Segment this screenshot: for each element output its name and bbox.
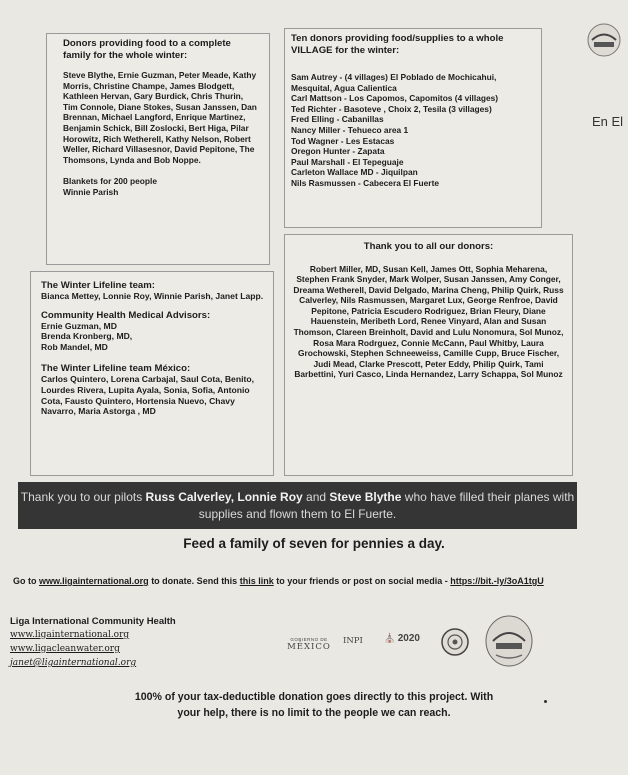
org-link-cleanwater[interactable]: www.ligacleanwater.org — [10, 644, 120, 654]
banner-text: Thank you to our pilots — [20, 490, 146, 504]
headline: Feed a family of seven for pennies a day. — [183, 536, 445, 551]
pilots-banner — [18, 482, 577, 529]
villages-box-title: Ten donors providing food/supplies to a whole VILLAGE for the winter: — [291, 33, 504, 56]
logo-text: MÉXICO — [287, 642, 331, 652]
donors-list: Steve Blythe, Ernie Guzman, Peter Meade, Kathy Morris, Christine Champe, James Blodgett, Kathleen Hervan, Gary Burdick, Chris Thurin, Tim Connole, Diane Stokes, Susan Janssen, Dan Brennan, Michael Langford, Enrique Martinez, Benjamin Schick, Bill Zoslocki, Bert Higa, Pilar Horowitz, Rich Wetherell, Kathy Nelson, Robert Weller, Richard Villasesnor, David Pepitone, The Thomsons, Lynda and Bob Noppe. — [63, 70, 257, 165]
advisor-item: Ernie Guzman, MD — [41, 320, 117, 331]
list-item: Oregon Hunter - Zapata — [291, 146, 385, 157]
villages-list — [291, 72, 533, 189]
advisor-item: Brenda Kronberg, MD, — [41, 331, 133, 342]
donate-text: to your friends or post on social media - — [273, 576, 451, 586]
list-item: Nils Rasmussen - Cabecera El Fuerte — [291, 177, 440, 188]
advisors-title: Community Health Medical Advisors: — [41, 309, 211, 321]
org-name: Liga International Community Health — [10, 616, 176, 627]
thanks-box-title: Thank you to all our donors: — [363, 241, 494, 252]
inpi-logo: INPI — [343, 636, 363, 646]
logo-text: 2020 — [397, 633, 420, 644]
liga-logo-icon — [484, 613, 534, 668]
list-item: Nancy Miller - Tehueco area 1 — [291, 124, 409, 135]
mexico-team-title: The Winter Lifeline team México: — [41, 363, 191, 375]
org-email-link[interactable]: janet@ligainternational.org — [10, 658, 137, 668]
mexico-team-members: Carlos Quintero, Lorena Carbajal, Saul Cota, Benito, Lourdes Rivera, Lupita Ayala, Sonia, Sofia, Antonio Cota, Fausto Quintero, Hortensia Nuevo, Chavy Navarro, Maria Astorga , MD — [41, 374, 254, 417]
year-2020-logo: ⛪ 2020 — [384, 633, 420, 644]
gobierno-mexico-logo — [280, 637, 338, 652]
donate-text: to donate. Send this — [148, 576, 240, 586]
banner-pilots: Russ Calverley, Lonnie Roy — [145, 490, 303, 504]
share-link[interactable]: this link — [239, 576, 274, 586]
advisor-item: Rob Mandel, MD — [41, 341, 108, 352]
liga-top-logo-icon — [586, 22, 622, 58]
logo-text: GOBIERNO DE — [290, 637, 328, 642]
banner-pilot: Steve Blythe — [329, 490, 402, 504]
list-item: Ted Richter - Basoteve , Choix 2, Tesila (3 villages) — [291, 103, 492, 114]
donate-text: Go to — [13, 576, 39, 586]
list-item: Carl Mattson - Los Capomos, Capomitos (4 villages) — [291, 93, 499, 104]
list-item: Carleton Wallace MD - Jiquilpan — [291, 167, 418, 178]
bottom-note — [0, 689, 628, 721]
donate-site-link[interactable]: www.ligainternational.org — [39, 576, 149, 586]
list-item: Fred Elling - Cabanillas — [291, 114, 384, 125]
team-box — [30, 271, 274, 476]
donor-names: Robert Miller, MD, Susan Kell, James Ott, Sophia Meharena, Stephen Frank Snyder, Mark Wolper, Susan Janssen, Amy Conger, Dreama Wetherell, David Delgado, Marina Cheng, Philip Quirk, Russ Calverley, Nils Rasmussen, Margaret Lux, George Renfroe, David Pepitone, Patricia Escudero Rodriguez, Brian Fleury, Diane Hauenstein, Meribeth Lord, Renee Vinyard, Alan and Susan Thomson, Clareen Breinholt, David and Lulu Nonomura, Sol Munoz, Rosa Mara Rodrguez, Connie McCann, Paul Whitby, Laura Grochowski, Stephen Schneeweiss, Camille Cupp, Bruce Fischer, Judi Mead, Clarke Prescott, Peter Eddy, Philip Quirk, Tami Barbettini, Yuri Casco, Linda Hernandez, Larry Schappa, Sol Munoz — [293, 263, 564, 380]
blankets-line: Blankets for 200 people — [63, 176, 158, 187]
donors-box-title: Donors providing food to a complete family for the whole winter: — [63, 38, 231, 61]
list-item: Paul Marshall - El Tepeguaje — [291, 156, 404, 167]
donate-line — [13, 575, 603, 588]
bottom-note-line: 100% of your tax-deductible donation goes directly to this project. With — [134, 691, 494, 703]
banner-text: and — [302, 490, 330, 504]
donors-box — [46, 33, 270, 265]
side-text: En El — [592, 114, 624, 129]
villages-box — [284, 28, 542, 228]
bottom-note-line: your help, there is no limit to the people we can reach. — [177, 707, 451, 719]
thanks-box — [284, 234, 573, 476]
list-item: Sam Autrey - (4 villages) El Poblado de Mochicahui, Mesquital, Agua Calientica — [291, 72, 497, 93]
banner-text: who have filled their planes with supplies and flown them to El Fuerte. — [198, 490, 575, 521]
blankets-donor: Winnie Parish — [63, 186, 119, 197]
lifeline-team-members: Bianca Mettey, Lonnie Roy, Winnie Parish, Janet Lapp. — [41, 291, 264, 301]
lifeline-team-title: The Winter Lifeline team: — [41, 280, 155, 291]
org-link-international[interactable]: www.ligainternational.org — [10, 630, 130, 640]
seal-icon — [440, 627, 470, 657]
short-url-link[interactable]: https://bit.-ly/3oA1tgU — [450, 576, 544, 586]
dot-mark — [544, 700, 547, 703]
list-item: Tod Wagner - Les Estacas — [291, 135, 395, 146]
